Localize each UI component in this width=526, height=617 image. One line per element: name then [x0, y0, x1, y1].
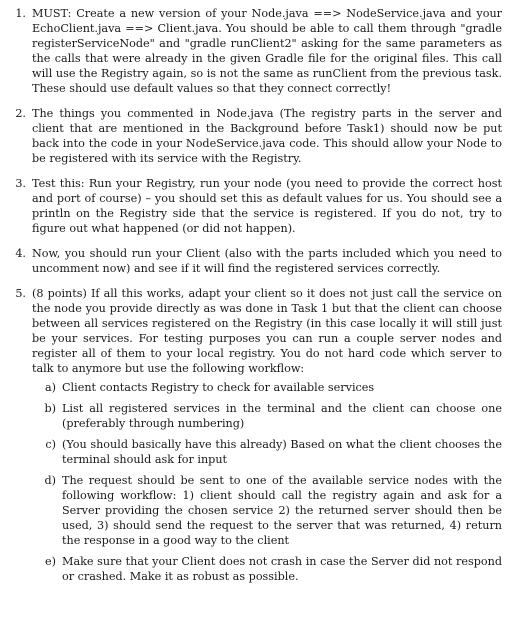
workflow-sublist — [32, 380, 502, 584]
sublist-item-c — [32, 437, 502, 467]
item-text: (8 points) If all this works, adapt your client so it does not just call the service on the node you provide directly as was done in Task 1 but that the client can choose between all services registered on the Registry (in this case locally it will still just be your services. For testing purposes you can run a couple server nodes and register all of them to your local registry. You do not hard code which server to talk to anymore but use the following workflow: — [32, 287, 502, 375]
list-item-4 — [8, 246, 502, 276]
list-item-3 — [8, 176, 502, 236]
sublist-item-e — [32, 554, 502, 584]
sublist-item-a — [32, 380, 502, 395]
item-body — [32, 286, 502, 590]
item-text: Test this: Run your Registry, run your node (you need to provide the correct host and port of course) – you should set this as default values for us. You should see a println on the Registry side that the service is registered. If you do not, try to figure out what happened (or did not happen). — [32, 177, 502, 235]
item-number: 4. — [15, 247, 26, 260]
item-number: 1. — [15, 7, 26, 20]
item-number: 2. — [15, 107, 26, 120]
task-list — [8, 6, 502, 590]
list-item-2 — [8, 106, 502, 166]
sublist-label: a) — [44, 381, 56, 394]
item-text: MUST: Create a new version of your Node.java ==> NodeService.java and your EchoClient.java ==> Client.java. You should be able to call them through "gradle registerServiceNode" and "gradle runClient2" asking for the same parameters as the calls that were already in the given Gradle file for the original files. This call will use the Registry again, so is not the same as runClient from the previous task. These should use default values so that they connect correctly! — [32, 7, 502, 95]
sublist-item-b — [32, 401, 502, 431]
sublist-text: Client contacts Registry to check for available services — [62, 381, 375, 394]
sublist-text: List all registered services in the terminal and the client can choose one (preferably through numbering) — [62, 402, 502, 430]
sublist-text: (You should basically have this already) Based on what the client chooses the terminal should ask for input — [62, 438, 502, 466]
sublist-text: The request should be sent to one of the available service nodes with the following workflow: 1) client should call the registry again and ask for a Server providing the chosen service 2) the returned server should then be used, 3) should send the request to the server that was returned, 4) return the response in a good way to the client — [62, 474, 502, 547]
item-text: Now, you should run your Client (also with the parts included which you need to uncomment now) and see if it will find the registered services correctly. — [32, 247, 502, 275]
sublist-label: b) — [44, 402, 56, 415]
sublist-item-d — [32, 473, 502, 548]
item-number: 3. — [15, 177, 26, 190]
sublist-text: Make sure that your Client does not crash in case the Server did not respond or crashed. Make it as robust as possible. — [62, 555, 502, 583]
list-item-1 — [8, 6, 502, 96]
list-item-5 — [8, 286, 502, 590]
item-number: 5. — [15, 287, 26, 300]
sublist-label: c) — [45, 438, 56, 451]
sublist-label: d) — [44, 474, 56, 487]
sublist-label: e) — [45, 555, 56, 568]
item-text: The things you commented in Node.java (The registry parts in the server and client that are mentioned in the Background before Task1) should now be put back into the code in your NodeService.java code. This should allow your Node to be registered with its service with the Registry. — [32, 107, 502, 165]
